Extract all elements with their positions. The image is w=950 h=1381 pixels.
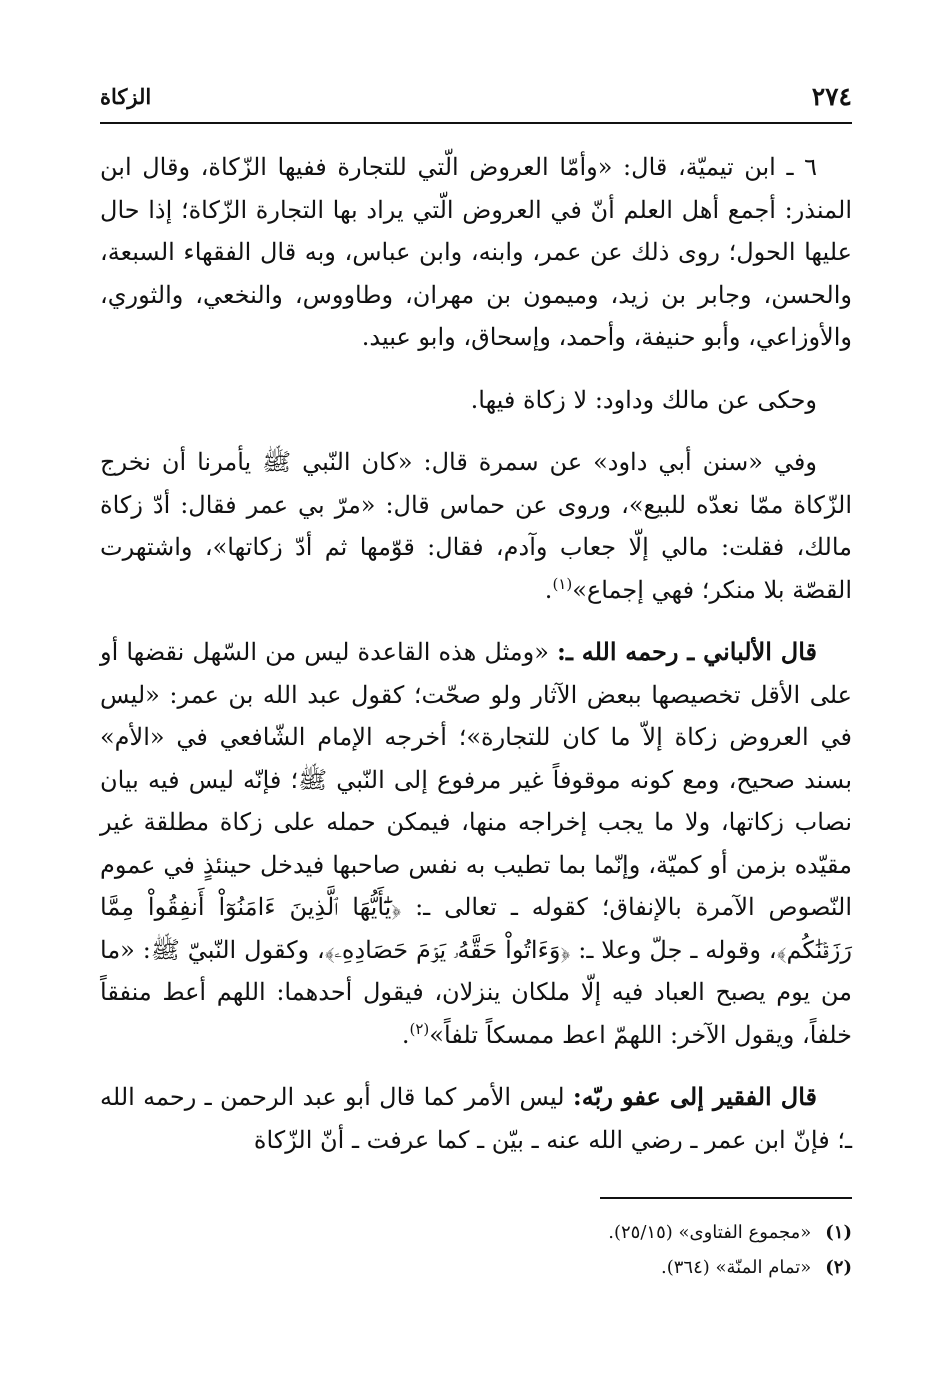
footnote-reference: (١) <box>552 574 573 593</box>
footnote-item <box>100 1215 852 1250</box>
footnote-number: (٢) <box>825 1257 852 1278</box>
paragraph-text: ليس الأمر كما قال أبو عبد الرحمن ـ رحمه الله ـ؛ فإنّ ابن عمر ـ رضي الله عنه ـ بيّن ـ كما عرفت ـ أنّ الزّكاة <box>100 1083 852 1154</box>
footnote-divider <box>600 1197 852 1199</box>
paragraph-end-mark: . <box>544 575 553 604</box>
footnote-number: (١) <box>825 1222 852 1243</box>
paragraph-end-mark: . <box>401 1020 410 1049</box>
paragraph-ibn-taymiyyah: ٦ ـ ابن تيميّة، قال: «وأمّا العروض الّتي للتجارة ففيها الزّكاة، وقال ابن المنذر: أجمع أهل العلم أنّ في العروض الّتي يراد بها التجارة الزّكاة؛ إذا حال عليها الحول؛ روى ذلك عن عمر، وابنه، وابن عباس، وبه قال الفقهاء السبعة، والحسن، وجابر بن زيد، وميمون بن مهران، وطاووس، والنخعي، والثوري، والأوزاعي، وأبو حنيفة، وأحمد، وإسحاق، وابو عبيد. <box>100 153 853 351</box>
footnote-reference: (٢) <box>409 1019 430 1038</box>
main-text <box>100 146 852 1181</box>
footnote-item <box>100 1250 852 1285</box>
paragraph-text: وفي «سنن أبي داود» عن سمرة قال: «كان النّبي ﷺ يأمرنا أن نخرج الزّكاة ممّا نعدّه للبيع»، وروى عن حماس قال: «مرّ بي عمر فقال: أدّ زكاة مالك، فقلت: مالي إلّا جعاب وآدم، فقال: قوّمها ثم أدّ زكاتها»، واشتهرت القصّة بلا منكر؛ فهي إجماع» <box>100 448 853 604</box>
footnote-text: «مجموع الفتاوى» (٢٥/١٥). <box>608 1222 812 1243</box>
book-page <box>100 0 852 1381</box>
page-number: ٢٧٤ <box>811 82 852 111</box>
paragraph-albani <box>100 631 852 1056</box>
footnotes <box>100 1215 852 1285</box>
page-header <box>100 82 852 124</box>
paragraph-lead: قال الفقير إلى عفو ربّه: <box>572 1082 817 1111</box>
running-title: الزكاة <box>100 84 152 109</box>
paragraph-malik-dawud: وحكى عن مالك وداود: لا زكاة فيها. <box>470 385 817 414</box>
paragraph-text: «ومثل هذه القاعدة ليس من السّهل نقضها أو على الأقل تخصيصها ببعض الآثار ولو صحّت؛ كقول عبد الله بن عمر: «ليس في العروض زكاة إلاّ ما كان للتجارة»؛ أخرجه الإمام الشّافعي في «الأم» بسند صحيح، ومع كونه موقوفاً غير مرفوع إلى النّبي ﷺ؛ فإنّه ليس فيه بيان نصاب زكاتها، ولا ما يجب إخراجه منها، فيمكن حمله على زكاة مطلقة غير مقيّده بزمن أو كميّة، وإنّما بما تطيب به نفس صاحبها فيدخل حينئذٍ في عموم النّصوص الآمرة بالإنفاق؛ كقوله ـ تعالى ـ: ﴿يَٰٓأَيُّهَا ٱلَّذِينَ ءَامَنُوٓاْ أَنفِقُواْ مِمَّا رَزَقۡنَٰكُم﴾، وقوله ـ جلّ وعلا ـ: ﴿وَءَاتُواْ حَقَّهُۥ يَوۡمَ حَصَادِهِۦ﴾، وكقول النّبيّ ﷺ: «ما من يوم يصبح العباد فيه إلّا ملكان ينزلان، فيقول أحدهما: اللهم أعط منفقاً خلفاً، ويقول الآخر: اللهمّ اعط ممسكاً تلفاً» <box>100 638 853 1049</box>
paragraph-sunan-abi-dawud <box>100 441 852 611</box>
paragraph-author-comment <box>100 1076 852 1161</box>
paragraph-lead: قال الألباني ـ رحمه الله ـ: <box>557 637 817 666</box>
footnote-text: «تمام المنّة» (٣٦٤). <box>660 1257 812 1278</box>
